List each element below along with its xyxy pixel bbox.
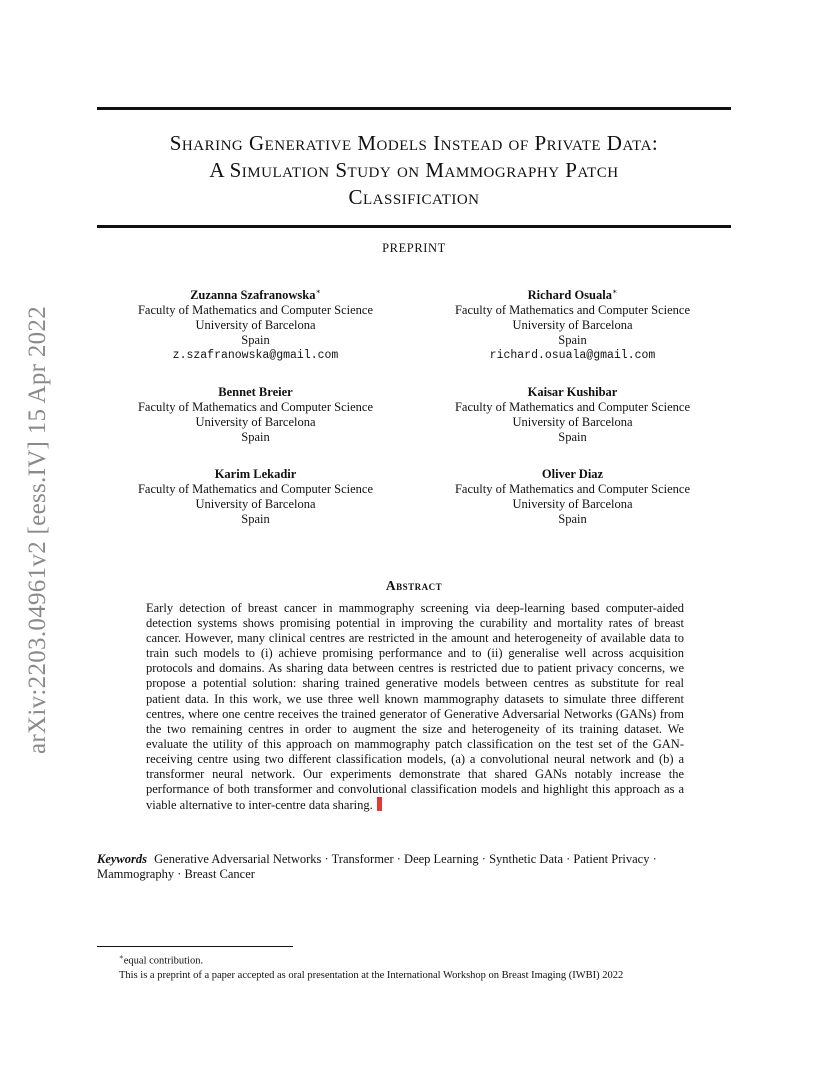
title-line-2: A Simulation Study on Mammography Patch bbox=[209, 158, 619, 182]
title-bottom-rule bbox=[97, 225, 731, 228]
author-name: Richard Osuala∗ bbox=[527, 287, 618, 303]
author-affiliation: Faculty of Mathematics and Computer Science bbox=[454, 400, 690, 415]
author-country: Spain bbox=[241, 430, 270, 445]
title-line-1: Sharing Generative Models Instead of Private Data: bbox=[169, 131, 659, 155]
author-block bbox=[97, 385, 414, 445]
title-top-rule bbox=[97, 107, 731, 110]
text-cursor-highlight bbox=[377, 797, 382, 811]
author-affiliation: Faculty of Mathematics and Computer Science bbox=[137, 482, 373, 497]
paper-title bbox=[97, 130, 731, 211]
footnotes bbox=[119, 950, 623, 983]
arxiv-sidebar bbox=[20, 285, 56, 775]
author-block bbox=[414, 385, 731, 445]
author-affiliation: Faculty of Mathematics and Computer Science bbox=[137, 303, 373, 318]
arxiv-identifier: arXiv:2203.04961v2 [eess.IV] 15 Apr 2022 bbox=[24, 305, 51, 755]
author-country: Spain bbox=[241, 512, 270, 527]
author-name: Kaisar Kushibar bbox=[527, 385, 618, 400]
preprint-label: PREPRINT bbox=[382, 241, 446, 255]
author-university: University of Barcelona bbox=[512, 318, 633, 333]
author-email[interactable]: richard.osuala@gmail.com bbox=[489, 349, 656, 363]
title-line-3: Classification bbox=[348, 185, 480, 209]
author-university: University of Barcelona bbox=[512, 497, 633, 512]
equal-contribution-mark: ∗ bbox=[315, 287, 321, 296]
footnote-equal-contribution: ∗equal contribution. bbox=[119, 953, 204, 967]
author-affiliation: Faculty of Mathematics and Computer Science bbox=[454, 303, 690, 318]
author-list bbox=[97, 284, 731, 527]
author-block bbox=[414, 284, 731, 363]
equal-contribution-mark: ∗ bbox=[611, 287, 618, 296]
author-name: Karim Lekadir bbox=[214, 467, 297, 482]
author-university: University of Barcelona bbox=[512, 415, 633, 430]
author-country: Spain bbox=[558, 512, 587, 527]
author-country: Spain bbox=[558, 430, 587, 445]
author-block bbox=[97, 284, 414, 363]
author-email[interactable]: z.szafranowska@gmail.com bbox=[172, 349, 339, 363]
author-university: University of Barcelona bbox=[195, 415, 316, 430]
author-name: Oliver Diaz bbox=[541, 467, 604, 482]
keywords bbox=[97, 852, 731, 882]
keywords-list: Generative Adversarial Networks · Transformer · Deep Learning · Synthetic Data · Patient Privacy · Mammography · Breast Cancer bbox=[97, 852, 657, 881]
author-university: University of Barcelona bbox=[195, 318, 316, 333]
abstract-body bbox=[146, 601, 684, 813]
footnote-mark: ∗ bbox=[119, 953, 124, 961]
author-affiliation: Faculty of Mathematics and Computer Science bbox=[454, 482, 690, 497]
author-name: Bennet Breier bbox=[218, 385, 293, 400]
author-university: University of Barcelona bbox=[195, 497, 316, 512]
author-name: Zuzanna Szafranowska∗ bbox=[190, 287, 321, 303]
footnote-rule bbox=[97, 946, 293, 947]
author-affiliation: Faculty of Mathematics and Computer Science bbox=[137, 400, 373, 415]
footnote-preprint-note: This is a preprint of a paper accepted as oral presentation at the International Workshop on Breast Imaging (IWBI) 2022 bbox=[119, 969, 624, 981]
author-country: Spain bbox=[558, 333, 587, 348]
author-block bbox=[97, 467, 414, 527]
author-country: Spain bbox=[241, 333, 270, 348]
author-block bbox=[414, 467, 731, 527]
abstract-heading: Abstract bbox=[385, 578, 443, 593]
abstract-text: Early detection of breast cancer in mammography screening via deep-learning based computer-aided detection systems shows promising potential in improving the curability and mortality rates of breast cancer. However, many clinical centres are restricted in the amount and heterogeneity of available data to train such models to (i) achieve promising performance and to (ii) generalise well across acquisition protocols and domains. As sharing data between centres is restricted due to patient privacy concerns, we propose a potential solution: sharing trained generative models between centres as substitute for real patient data. In this work, we use three well known mammography datasets to simulate three different centres, where one centre receives the trained generator of Generative Adversarial Networks (GANs) from the two remaining centres in order to augment the size and heterogeneity of its training dataset. We evaluate the utility of this approach on mammography patch classification on the test set of the GAN-receiving centre using two different classification models, (a) a convolutional neural network and (b) a transformer neural network. Our experiments demonstrate that shared GANs notably increase the performance of both transformer and convolutional classification models and highlight this approach as a viable alternative to inter-centre data sharing. bbox=[146, 601, 684, 813]
keywords-label: Keywords bbox=[97, 852, 147, 866]
